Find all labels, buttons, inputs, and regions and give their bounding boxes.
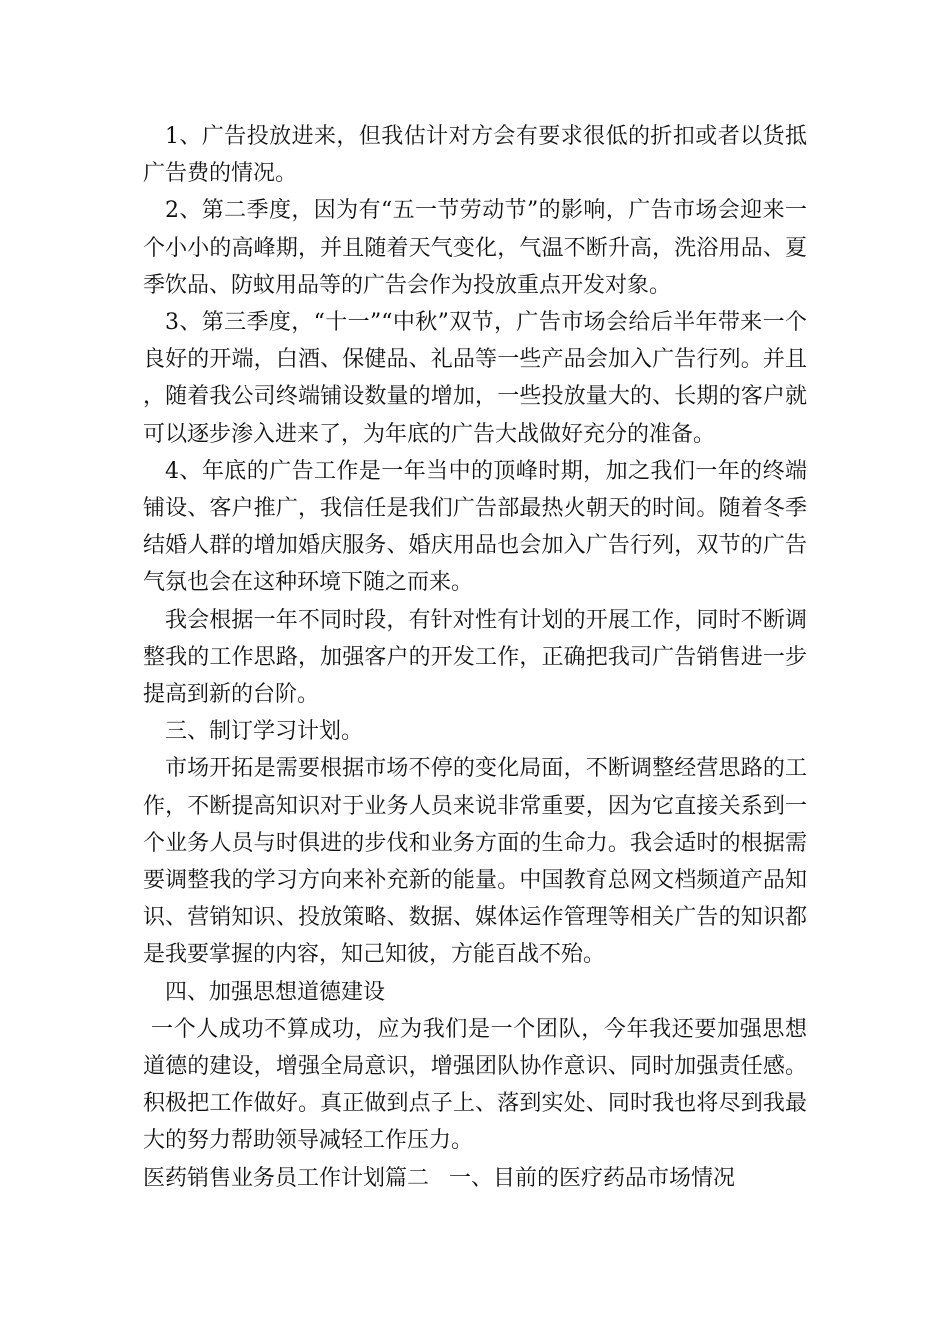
paragraph-year-end: 4、年底的广告工作是一年当中的顶峰时期，加之我们一年的终端铺设、客户推广，我信任是我们广告部最热火朝天的时间。随着冬季结婚人群的增加婚庆服务、婚庆用品也会加入广告行列，双节的广告气氛也会在这种环境下随之而来。: [143, 458, 807, 596]
document-section-title: 医药销售业务员工作计划篇二: [143, 1165, 430, 1191]
paragraph-second-quarter: 2、第二季度，因为有“五一节劳动节”的影响，广告市场会迎来一个小小的高峰期，并且随着天气变化，气温不断升高，洗浴用品、夏季饮品、防蚊用品等的广告会作为投放重点开发对象。: [143, 198, 807, 298]
paragraph-ad-placement: 1、广告投放进来，但我估计对方会有要求很低的折扣或者以货抵广告费的情况。: [143, 124, 807, 187]
paragraph-market-expansion: 市场开拓是需要根据市场不停的变化局面，不断调整经营思路的工作，不断提高知识对于业务人员来说非常重要，因为它直接关系到一个业务人员与时俱进的步伐和业务方面的生命力。我会适时的根据需要调整我的学习方向来补充新的能量。中国教育总网文档频道产品知识、营销知识、投放策略、数据、媒体运作管理等相关广告的知识都是我要掌握的内容，知己知彼，方能百战不殆。: [143, 756, 807, 968]
heading-moral-building: 四、加强思想道德建设: [165, 979, 386, 1005]
heading-study-plan: 三、制订学习计划。: [165, 719, 364, 745]
paragraph-teamwork: 一个人成功不算成功，应为我们是一个团队，今年我还要加强思想道德的建设，增强全局意识，增强团队协作意识、同时加强责任感。积极把工作做好。真正做到点子上、落到实处、同时我也将尽到我最大的努力帮助领导减轻工作压力。: [143, 1016, 807, 1154]
paragraph-third-quarter: 3、第三季度，“十一”“中秋”双节，广告市场会给后半年带来一个良好的开端，白酒、保健品、礼品等一些产品会加入广告行列。并且，随着我公司终端铺设数量的增加，一些投放量大的、长期的客户就可以逐步渗入进来了，为年底的广告大战做好充分的准备。: [143, 310, 807, 447]
section-subheading: 一、目前的医疗药品市场情况: [449, 1165, 736, 1191]
next-section-line: [143, 1160, 807, 1197]
paragraph-plan-summary: 我会根据一年不同时段，有针对性有计划的开展工作，同时不断调整我的工作思路，加强客户的开发工作，正确把我司广告销售进一步提高到新的台阶。: [143, 607, 807, 708]
document-body: [143, 118, 807, 1197]
